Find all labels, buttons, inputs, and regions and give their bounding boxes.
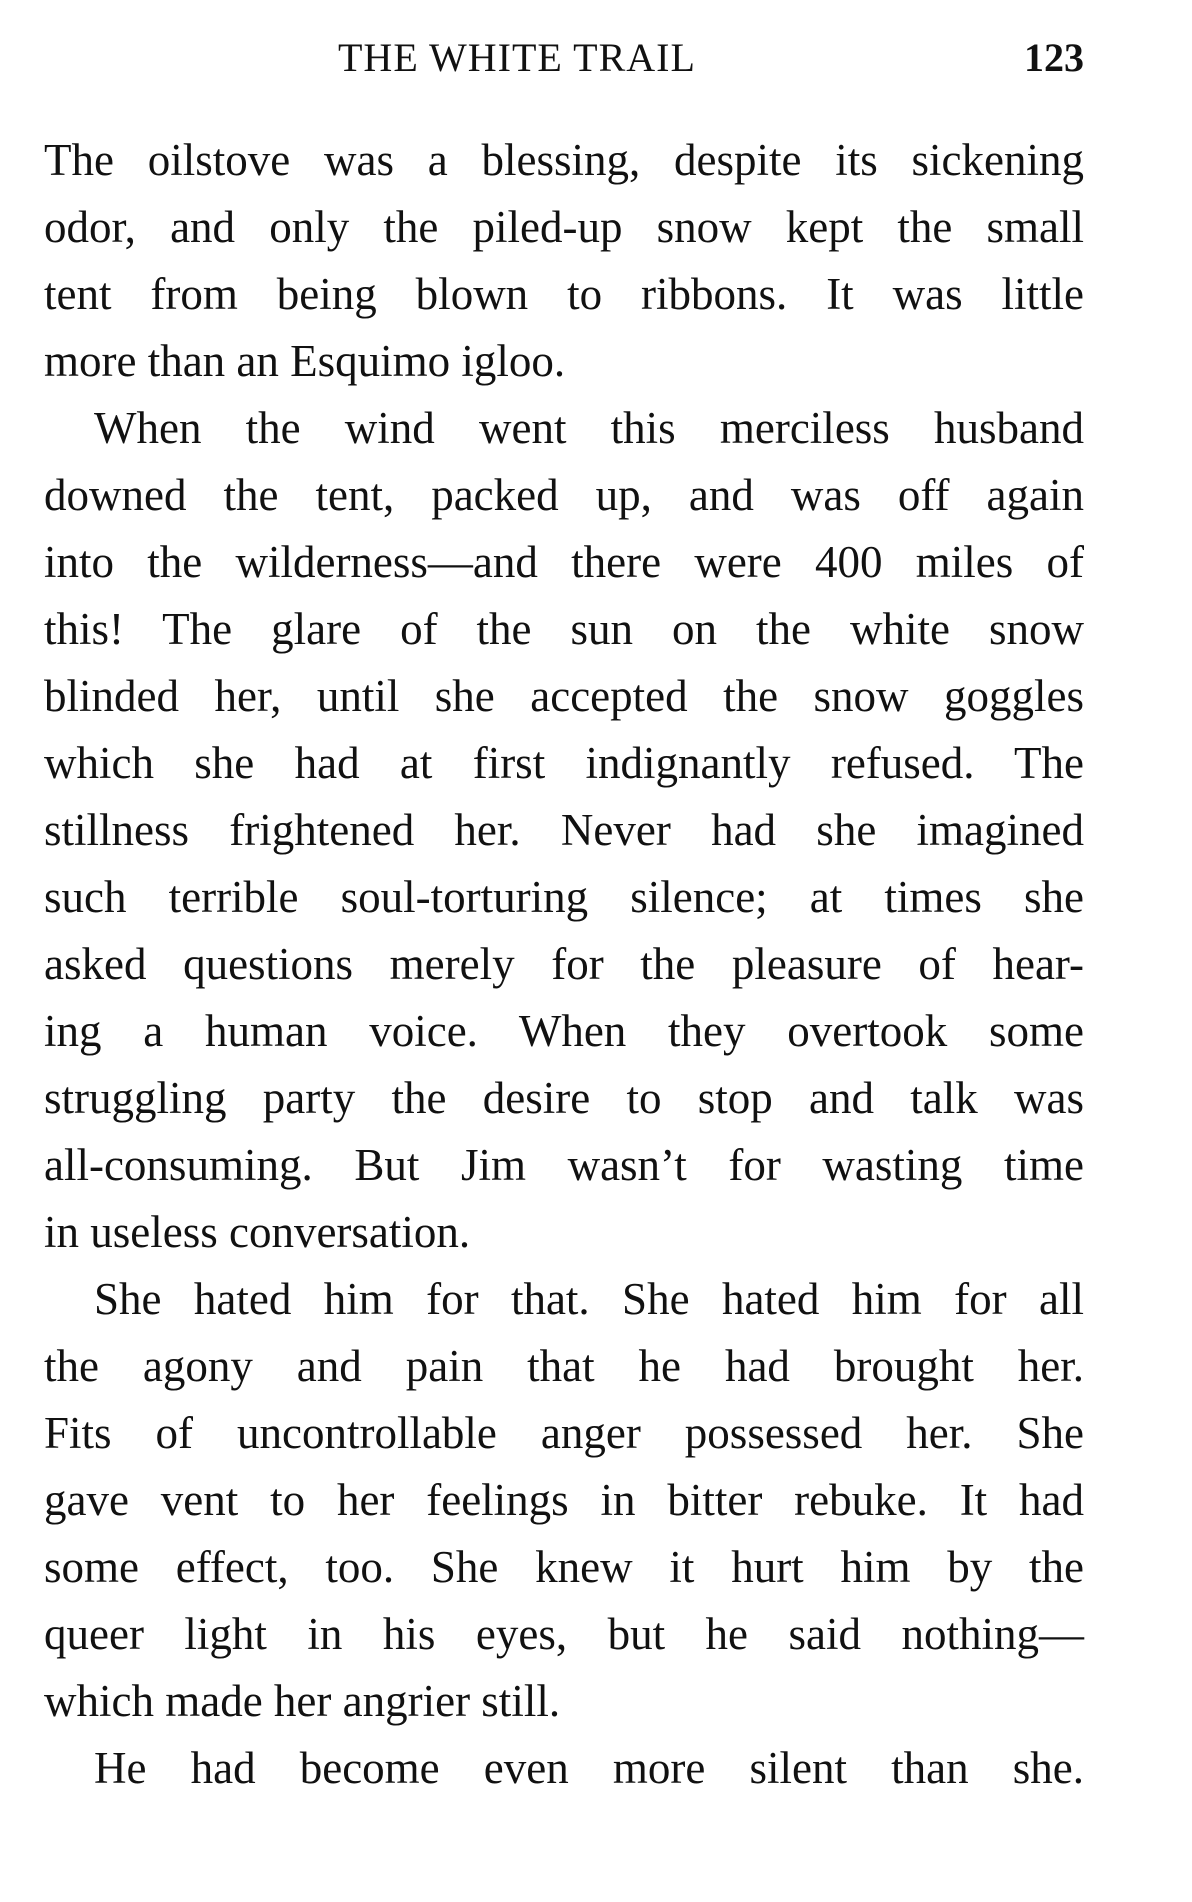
text-line: into the wilderness—and there were 400 miles of (44, 537, 1084, 587)
text-line: in useless conversation. (44, 1207, 471, 1257)
text-line: struggling party the desire to stop and talk was (44, 1073, 1084, 1123)
text-line: The oilstove was a blessing, despite its sickening (44, 135, 1084, 185)
text-line: which she had at first indignantly refused. The (44, 738, 1084, 788)
body-text (44, 127, 1084, 1802)
text-line: blinded her, until she accepted the snow goggles (44, 671, 1084, 721)
text-line: all-consuming. But Jim wasn’t for wasting time (44, 1140, 1084, 1190)
text-line: stillness frightened her. Never had she imagined (44, 805, 1084, 855)
text-line: When the wind went this merciless husband (94, 403, 1084, 453)
text-line: Fits of uncontrollable anger possessed her. She (44, 1408, 1084, 1458)
page-number: 123 (1024, 35, 1084, 80)
text-line: odor, and only the piled-up snow kept the small (44, 202, 1084, 252)
text-line: He had become even more silent than she. (94, 1743, 1084, 1793)
text-line: ing a human voice. When they overtook some (44, 1006, 1084, 1056)
text-line: gave vent to her feelings in bitter rebuke. It had (44, 1475, 1084, 1525)
text-line: this! The glare of the sun on the white snow (44, 604, 1084, 654)
text-line: asked questions merely for the pleasure of hear- (44, 939, 1084, 989)
text-line: downed the tent, packed up, and was off again (44, 470, 1084, 520)
running-head (44, 34, 1084, 84)
text-line: She hated him for that. She hated him for all (94, 1274, 1084, 1324)
text-line: which made her angrier still. (44, 1676, 561, 1726)
text-line: the agony and pain that he had brought her. (44, 1341, 1084, 1391)
text-line: more than an Esquimo igloo. (44, 336, 566, 386)
text-line: such terrible soul-torturing silence; at times she (44, 872, 1084, 922)
text-line: some effect, too. She knew it hurt him by the (44, 1542, 1084, 1592)
text-line: queer light in his eyes, but he said nothing— (44, 1609, 1084, 1659)
running-head-title: THE WHITE TRAIL (338, 35, 696, 80)
text-line: tent from being blown to ribbons. It was little (44, 269, 1084, 319)
